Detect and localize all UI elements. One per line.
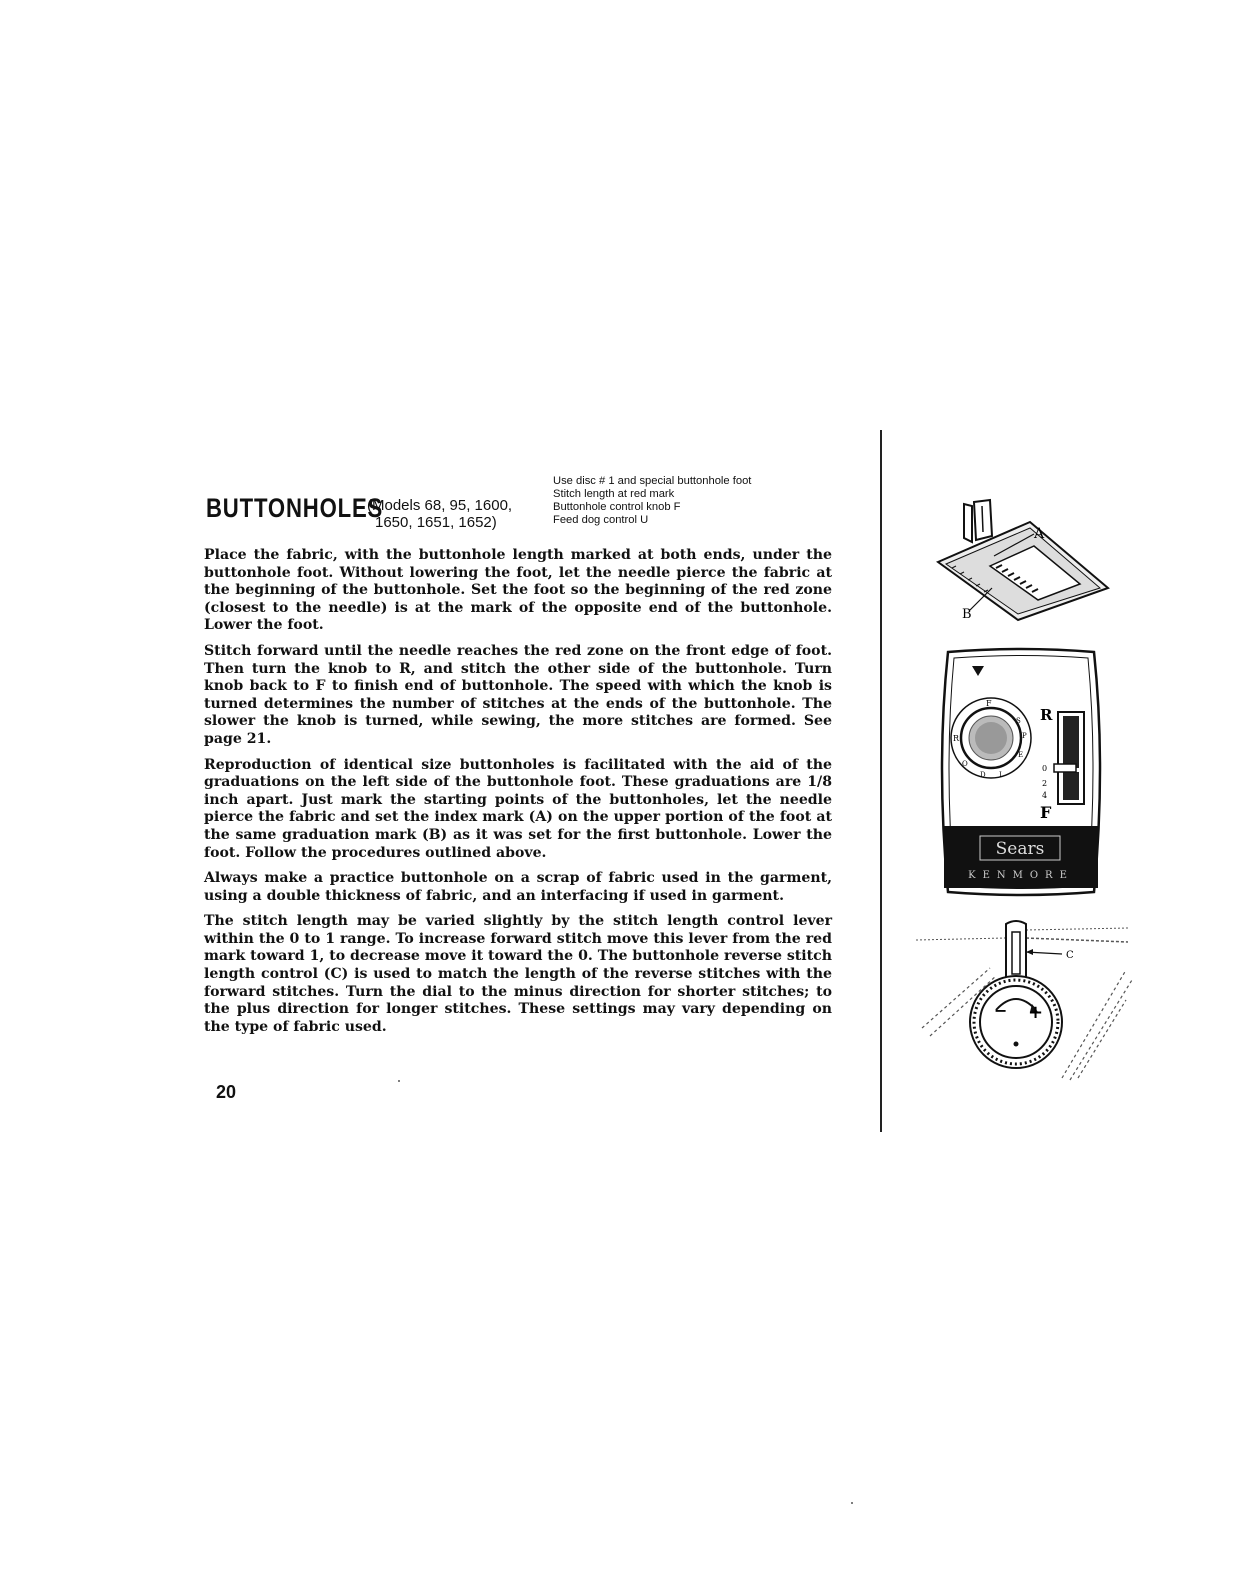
brand-sub: KENMORE	[968, 870, 1074, 881]
label-c: C	[1066, 950, 1074, 961]
dial-letter: D	[980, 771, 986, 779]
label-b: B	[962, 607, 972, 622]
dial-letter: E	[1018, 751, 1024, 759]
dial-letter: S	[1016, 717, 1021, 725]
label-a: A	[1034, 526, 1045, 542]
models-line: (Models 68, 95, 1600,	[367, 497, 513, 514]
control-panel-illustration	[934, 646, 1108, 898]
note-line: Use disc # 1 and special buttonhole foot	[553, 475, 752, 487]
minus-symbol: −	[994, 1001, 1008, 1020]
scale-mark: 2	[1042, 779, 1048, 788]
paragraph: Always make a practice buttonhole on a scrap of fabric used in the garment, using a double thickness of fabric, and an interfacing if used in garment.	[204, 870, 832, 904]
models-line: 1650, 1651, 1652)	[375, 514, 497, 531]
paper-speck	[398, 1080, 400, 1082]
brand-logo: Sears	[995, 839, 1045, 859]
paragraph: Reproduction of identical size buttonholes is facilitated with the aid of the graduations on the left side of the buttonhole foot. These graduations are 1/8 inch apart. Just mark the starting points of the buttonholes, let the needle pierce the fabric and set the index mark (A) on the upper portion of the foot at the same graduation mark (B) as it was set for the first buttonhole. Lower the foot. Follow the procedures outlined above.	[204, 756, 832, 861]
paragraph: Place the fabric, with the buttonhole length marked at both ends, under the buttonhole foot. Without lowering the foot, let the needle pierce the fabric at the beginning of the buttonhole. Set the foot so the beginning of the red zone (closest to the needle) is at the mark of the opposite end of the buttonhole. Lower the foot.	[204, 547, 832, 634]
section-title: BUTTONHOLES	[206, 493, 384, 523]
settings-notes	[553, 475, 751, 527]
page-number: 20	[216, 1082, 237, 1102]
dial-letter: I	[999, 771, 1002, 779]
dial-letter: R	[953, 734, 960, 743]
note-line: Buttonhole control knob F	[553, 501, 681, 513]
buttonhole-foot-illustration	[930, 492, 1120, 622]
reverse-stitch-dial-illustration	[912, 918, 1134, 1084]
plus-symbol: +	[1028, 1002, 1044, 1023]
dial-letter: F	[986, 699, 992, 708]
paragraph: Stitch forward until the needle reaches the red zone on the front edge of foot. Then turn the knob to R, and stitch the other side of the buttonhole. Turn knob back to F to finish end of buttonhole. The speed with which the knob is turned determines the number of stitches at the ends of the buttonhole. The slower the knob is turned, while sewing, the more stitches are formed. See page 21.	[204, 642, 832, 747]
instructions-body	[204, 547, 832, 1044]
scale-mark: 0	[1042, 764, 1048, 773]
dial-letter: O	[962, 760, 968, 768]
models-list	[367, 497, 512, 531]
paper-speck	[851, 1502, 853, 1504]
paragraph: The stitch length may be varied slightly by the stitch length control lever within the 0 to 1 range. To increase forward stitch move this lever from the red mark toward 1, to decrease move it toward the 0. The buttonhole reverse stitch length control (C) is used to match the length of the reverse stitches with the forward stitches. Turn the dial to the minus direction for shorter stitches; to the plus direction for longer stitches. These settings may vary depending on the type of fabric used.	[204, 913, 832, 1035]
dial-letter: P	[1022, 732, 1027, 740]
note-line: Feed dog control U	[553, 514, 649, 526]
label-r: R	[1040, 706, 1053, 724]
label-f: F	[1040, 803, 1052, 822]
scale-mark: 4	[1042, 791, 1048, 800]
note-line: Stitch length at red mark	[553, 488, 675, 500]
column-divider	[880, 430, 882, 1132]
